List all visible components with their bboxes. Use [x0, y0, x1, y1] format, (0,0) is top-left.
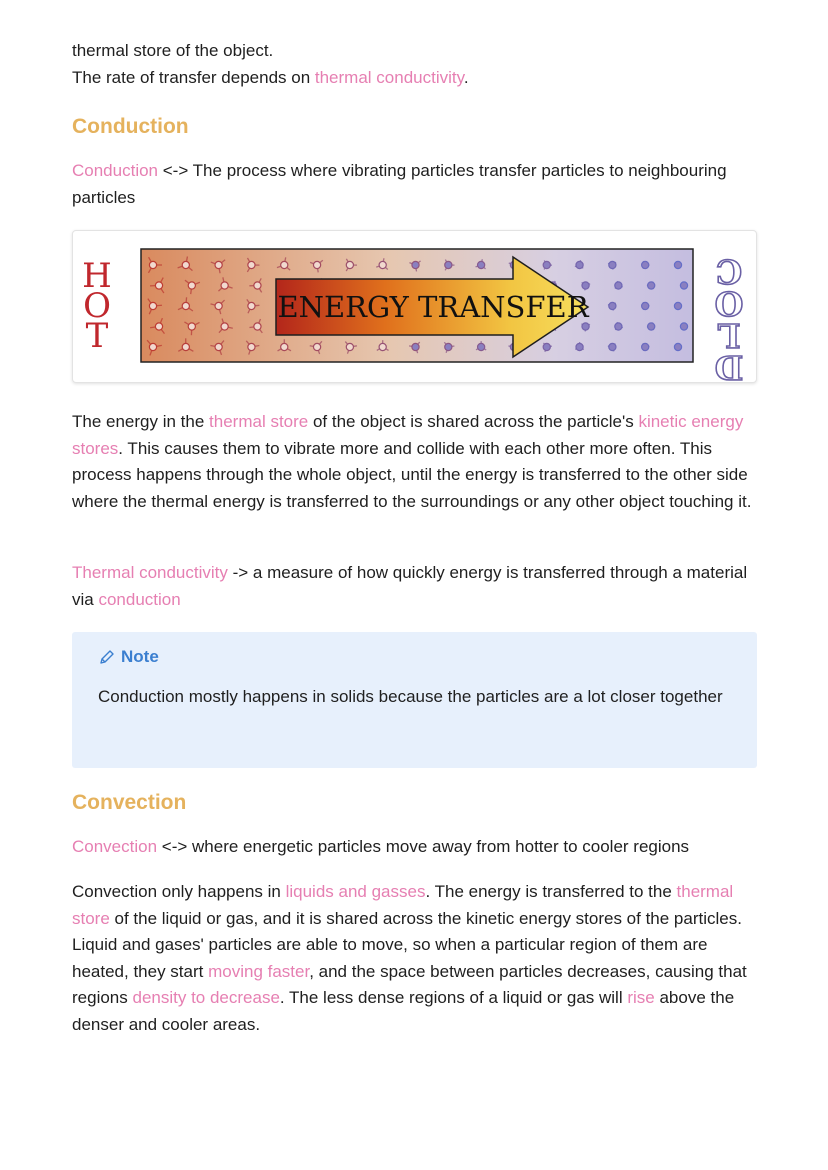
cold-letter: O: [714, 284, 744, 323]
particle: [445, 261, 452, 268]
particle: [254, 323, 261, 330]
particle: [346, 261, 353, 268]
note-callout: [72, 632, 757, 768]
particle: [478, 343, 485, 350]
particle: [281, 343, 288, 350]
particle: [648, 323, 655, 330]
particle: [576, 261, 583, 268]
moving-faster-link[interactable]: moving faster: [208, 961, 310, 981]
hot-letter: H: [82, 256, 112, 296]
cold-letter: L: [717, 316, 741, 355]
particle: [680, 323, 687, 330]
particle: [576, 343, 583, 350]
particle: [188, 282, 195, 289]
thermal-conductivity-definition: [72, 560, 757, 613]
particle: [642, 343, 649, 350]
text-run: . The less dense regions of a liquid or gas will: [279, 988, 628, 1007]
thermal-conductivity-term[interactable]: Thermal conductivity: [72, 563, 228, 582]
particle: [281, 261, 288, 268]
particle: [182, 302, 189, 309]
text-run: . The energy is transferred to the: [425, 882, 677, 901]
particle: [379, 261, 386, 268]
convection-heading: Convection: [72, 791, 187, 814]
particle: [478, 261, 485, 268]
note-text: Conduction mostly happens in solids because the particles are a lot closer together: [98, 687, 723, 706]
particle: [648, 282, 655, 289]
text-run: , and the space between particles decreases, causing that regions: [72, 961, 747, 1007]
intro-line-2: The rate of transfer depends on: [72, 67, 315, 87]
text-run: <-> where energetic particles move away from hotter to cooler regions: [157, 837, 690, 856]
particle: [609, 302, 616, 309]
particle: [412, 343, 419, 350]
intro-paragraph: [72, 38, 757, 91]
cold-letter: C: [715, 252, 743, 291]
particle: [221, 323, 228, 330]
particle: [248, 261, 255, 268]
note-title: [98, 644, 159, 671]
particle: [674, 261, 681, 268]
text-run: Liquid and gases' particles are able to move, so when a particular region of them are heated, they start: [72, 935, 708, 981]
particle: [609, 261, 616, 268]
particle: [155, 282, 162, 289]
hot-letter: O: [83, 286, 111, 326]
particle: [680, 282, 687, 289]
cold-letter: D: [714, 348, 744, 382]
conduction-term[interactable]: Conduction: [72, 161, 159, 180]
particle: [543, 261, 550, 268]
density-to-decrease-link[interactable]: density to decrease: [132, 988, 280, 1007]
particle: [543, 343, 550, 350]
pencil-icon: [98, 648, 116, 666]
particle: [254, 282, 261, 289]
convection-paragraph: [72, 879, 757, 1038]
particle: [615, 282, 622, 289]
text-run: . This causes them to vibrate more and collide with each other more often. This process happens through the whole object, until the energy is transferred to the other side where the thermal energy is transferred to the surroundings or any other object touching it.: [72, 438, 752, 511]
particle: [149, 343, 156, 350]
rise-link[interactable]: rise: [627, 988, 655, 1007]
energy-transfer-diagram: [73, 231, 756, 382]
particle: [221, 282, 228, 289]
particle: [248, 302, 255, 309]
text-run: -> a measure of how quickly energy is transferred through a material via: [72, 563, 748, 609]
particle: [674, 343, 681, 350]
particle: [445, 343, 452, 350]
text-run: above the denser and cooler areas.: [72, 988, 735, 1034]
conduction-heading: Conduction: [72, 115, 189, 138]
particle: [188, 323, 195, 330]
thermal-conductivity-link[interactable]: thermal conductivity: [314, 67, 464, 87]
particle: [182, 261, 189, 268]
liquids-and-gasses-link[interactable]: liquids and gasses: [285, 882, 426, 901]
particle: [642, 261, 649, 268]
conduction-definition: [72, 158, 757, 211]
note-title-text: Note: [121, 647, 159, 666]
particle: [313, 343, 320, 350]
energy-transfer-label: ENERGY TRANSFER: [277, 290, 589, 324]
particle: [346, 343, 353, 350]
particle: [182, 343, 189, 350]
convection-definition: [72, 834, 757, 861]
thermal-store-link[interactable]: thermal store: [209, 412, 309, 431]
particle: [582, 282, 589, 289]
particle: [155, 323, 162, 330]
particle: [215, 302, 222, 309]
kinetic-energy-stores-link[interactable]: kinetic energy stores: [72, 412, 744, 458]
particle: [313, 261, 320, 268]
text-run: Convection only happens in: [72, 882, 286, 901]
particle: [215, 261, 222, 268]
convection-term[interactable]: Convection: [72, 837, 158, 856]
hot-label: [82, 256, 112, 356]
intro-line-2-end: .: [463, 67, 469, 87]
text-run: of the liquid or gas, and it is shared across the kinetic energy stores of the particles.: [109, 908, 742, 928]
conduction-paragraph: [72, 409, 757, 515]
conduction-def-text: <-> The process where vibrating particles transfer particles to neighbouring particles: [72, 161, 727, 207]
particle: [674, 302, 681, 309]
particle: [379, 343, 386, 350]
cold-label: [715, 252, 744, 382]
particle: [215, 343, 222, 350]
particle: [615, 323, 622, 330]
hot-letter: T: [85, 316, 109, 356]
text-run: The energy in the: [72, 412, 210, 431]
particle: [149, 261, 156, 268]
particle: [248, 343, 255, 350]
energy-transfer-figure: [72, 230, 757, 383]
text-run: of the object is shared across the particle's: [308, 412, 639, 431]
particle: [642, 302, 649, 309]
thermal-store-link[interactable]: thermal store: [72, 882, 734, 928]
conduction-link[interactable]: conduction: [98, 589, 181, 609]
intro-line-1: thermal store of the object.: [72, 41, 274, 60]
particle: [149, 302, 156, 309]
particle: [412, 261, 419, 268]
particle: [609, 343, 616, 350]
